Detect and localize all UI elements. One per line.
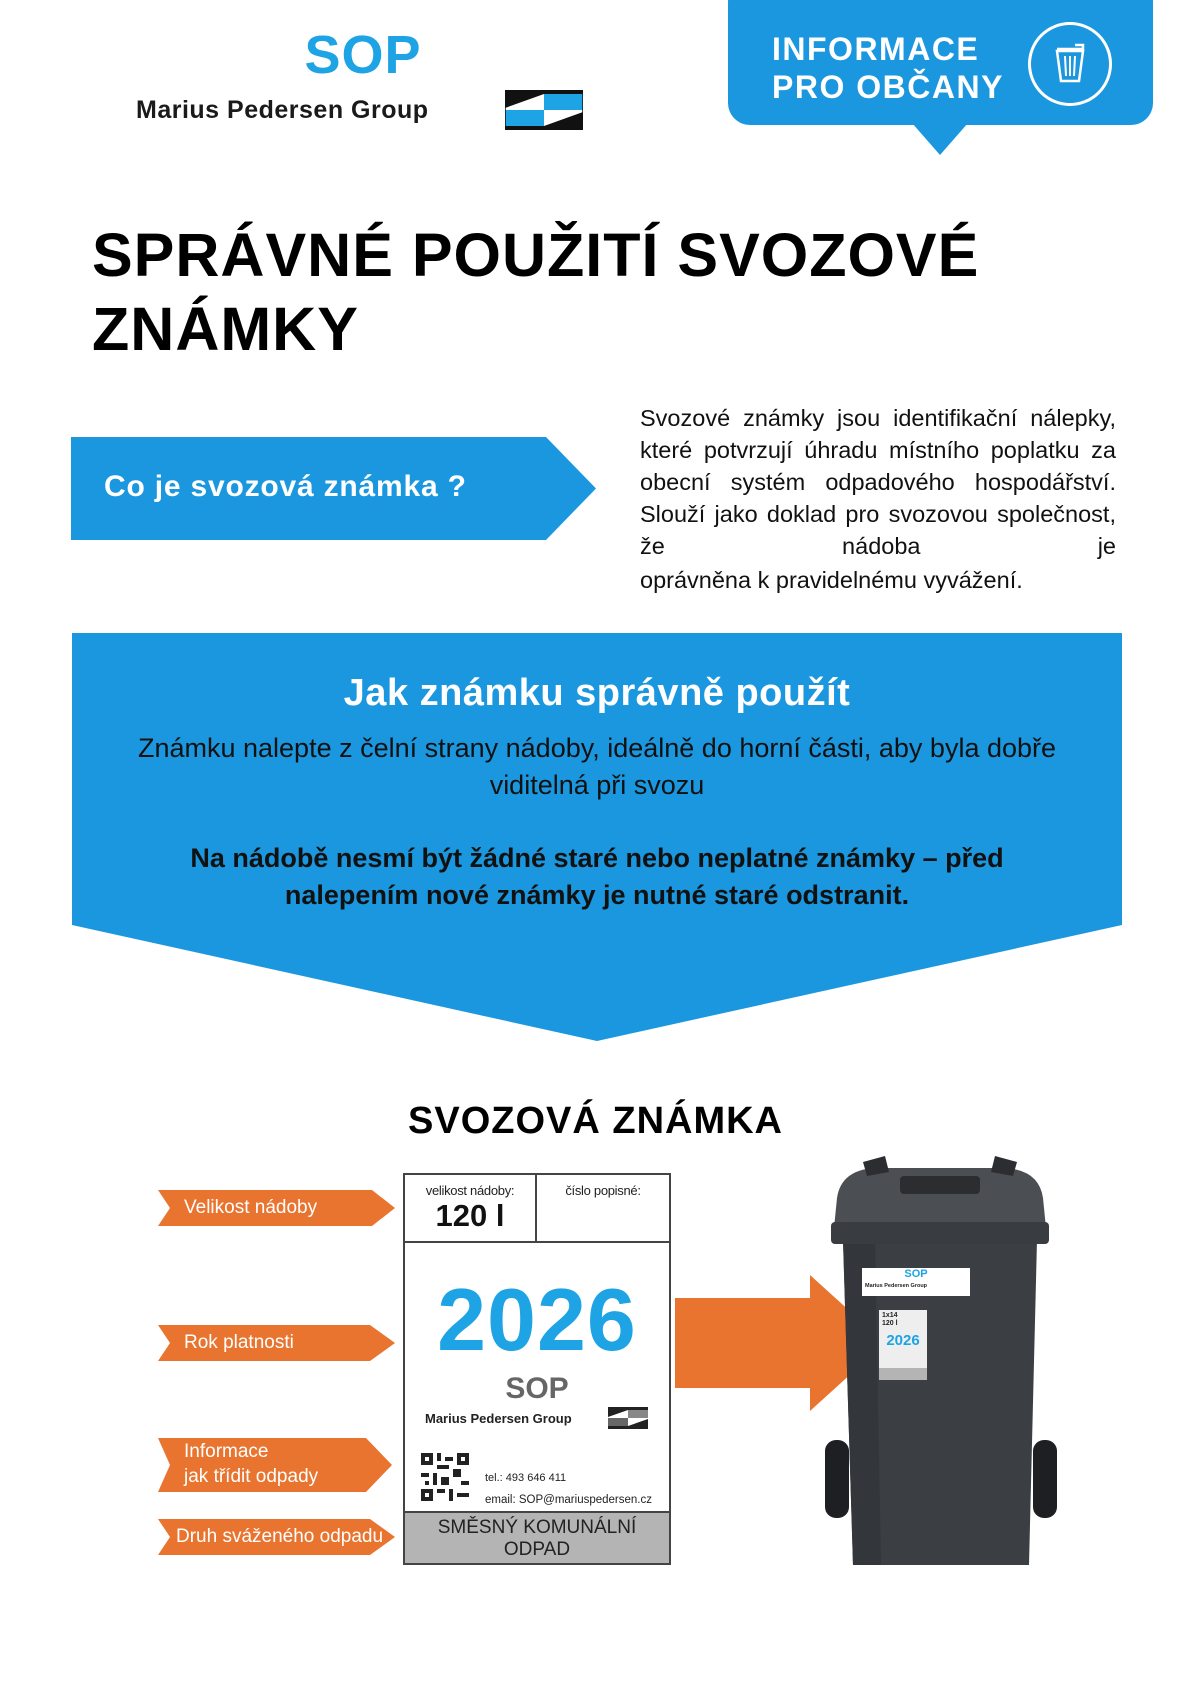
sticker-waste-type — [405, 1511, 669, 1563]
page-title-line2: ZNÁMKY — [92, 295, 359, 363]
collection-sticker — [403, 1173, 671, 1565]
label-waste-type-text: Druh sváženého odpadu — [176, 1526, 384, 1547]
sticker-size-value: 120 l — [435, 1198, 505, 1233]
page-title-line1: SPRÁVNÉ POUŽITÍ SVOZOVÉ — [92, 221, 980, 289]
sticker-size-cell — [405, 1175, 537, 1241]
intro-paragraph-last: oprávněna k pravidelnému vyvážení. — [640, 567, 1023, 593]
info-banner-line1: INFORMACE — [772, 31, 980, 67]
label-waste-type — [158, 1519, 395, 1555]
label-container-size — [158, 1190, 395, 1226]
speech-bubble-tail — [912, 123, 968, 155]
how-to-warning: Na nádobě nesmí být žádné staré nebo neplatné známky – před nalepením nové známky je nutné staré odstranit. — [190, 843, 1004, 910]
label-sorting-info — [158, 1438, 395, 1492]
waste-bin-illustration — [815, 1150, 1065, 1575]
label-sorting-info-line1: Informace — [184, 1441, 269, 1462]
label-validity-year-text: Rok platnosti — [184, 1332, 294, 1353]
sticker-waste-type-line1: SMĚSNÝ KOMUNÁLNÍ — [437, 1517, 637, 1538]
sticker-year: 2026 — [437, 1270, 637, 1369]
sticker-email: email: SOP@mariuspedersen.cz — [485, 1494, 652, 1506]
bin-sticker-size: 120 l — [882, 1320, 898, 1327]
how-to-instructions: Známku nalepte z čelní strany nádoby, ideálně do horní části, aby byla dobře viditelná při svozu — [137, 733, 1057, 800]
sticker-company-name: Marius Pedersen Group — [425, 1411, 572, 1426]
sticker-waste-type-line2: ODPAD — [503, 1539, 571, 1560]
mpg-logo-mark-icon — [505, 90, 583, 130]
sticker-size-label: velikost nádoby: — [425, 1183, 515, 1198]
sticker-top-row — [405, 1175, 669, 1243]
bin-sticker-brand: SOP — [904, 1268, 928, 1280]
sticker-logo-mark-icon — [608, 1407, 648, 1429]
trash-bin-icon — [1028, 22, 1112, 106]
label-validity-year — [158, 1325, 395, 1361]
label-sorting-info-line2: jak třídit odpady — [184, 1466, 319, 1487]
info-banner-text — [772, 30, 1004, 106]
sticker-house-number-cell — [537, 1175, 669, 1241]
what-is-heading: Co je svozová známka ? — [104, 470, 467, 503]
info-banner-line2: PRO OBČANY — [772, 69, 1004, 105]
intro-paragraph-main: Svozové známky jsou identifikační nálepky, které potvrzují úhradu místního poplatku za obecní systém odpadového hospodářství. Slouží jako doklad pro svozovou společnost, že nádoba je — [640, 405, 1116, 559]
sticker-phone: tel.: 493 646 411 — [485, 1472, 567, 1484]
sticker-brand: SOP — [505, 1372, 569, 1405]
label-container-size-text: Velikost nádoby — [184, 1197, 318, 1218]
sop-logo-text: SOP — [304, 25, 422, 85]
bin-sticker-company: Marius Pedersen Group — [865, 1283, 928, 1289]
sticker-house-number-label: číslo popisné: — [565, 1183, 641, 1198]
sticker-section-heading: SVOZOVÁ ZNÁMKA — [408, 1100, 783, 1142]
qr-code-icon — [421, 1453, 469, 1501]
how-to-heading: Jak známku správně použít — [343, 672, 851, 714]
intro-paragraph — [640, 402, 1116, 596]
bin-sticker-year: 2026 — [886, 1332, 920, 1349]
company-name: Marius Pedersen Group — [136, 96, 429, 124]
page-title — [92, 218, 1092, 366]
bin-sticker-frequency: 1x14 — [882, 1312, 898, 1319]
